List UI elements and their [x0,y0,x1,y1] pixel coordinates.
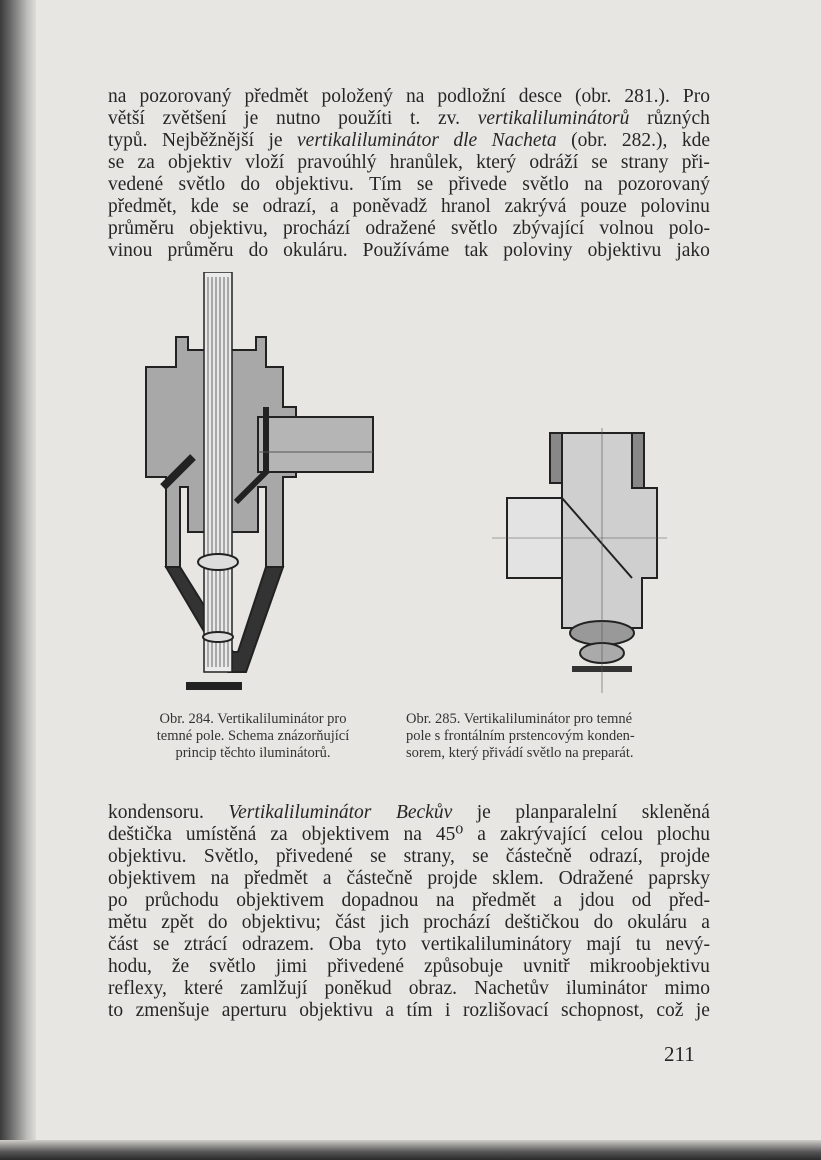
word: světlo [450,218,498,239]
text-line [108,912,710,934]
word: objektivem [301,824,390,845]
paragraph-bottom [108,802,710,1022]
word: přivede [448,174,507,195]
word: se [153,934,170,955]
word: za [137,152,155,173]
word: Nejběžnější [162,130,255,151]
word: podložní [437,86,506,107]
word: 45⁰ [435,824,464,845]
word: po [108,890,128,911]
word: desce [518,86,562,107]
word: planparalelní [515,802,618,823]
word: se [416,174,434,195]
page-bottom-edge [0,1140,821,1160]
word: mikroobjektivu [589,956,710,977]
text-line [108,174,710,196]
text-line [108,218,710,240]
word: t. [410,108,421,129]
word: Nachetův [474,978,549,999]
word: vedené [108,174,164,195]
text-line [108,934,710,956]
word: položený [321,86,393,107]
word: Oba [328,934,362,955]
figure-284-diagram [138,272,378,697]
word: způsobuje [424,956,504,977]
word: a [477,824,486,845]
word: to [108,1000,124,1021]
word: předmět [244,868,308,889]
caption-line: Obr. 284. Vertikaliluminátor pro [159,711,347,727]
figure-284-caption [118,711,388,762]
word: obraz. [408,978,457,999]
figure-285-diagram [492,428,667,698]
page-number: 211 [664,1042,695,1066]
italic-word: vertikaliluminátor [297,130,439,151]
caption-line: sorem, který přivádí světlo na preparát. [406,745,634,761]
text-line [108,108,710,130]
word: schopnost, [560,1000,644,1021]
word: je [268,130,283,151]
word: před- [668,890,710,911]
word: jako [676,240,710,261]
word: Odražené [558,868,634,889]
word: strany [620,152,669,173]
word: volnou [599,218,654,239]
text-line [108,846,710,868]
word: sklem. [492,868,544,889]
word: objektiv [168,152,232,173]
text-line [108,130,710,152]
word: odráží [529,152,579,173]
word: na [435,890,455,911]
word: zvětšení [162,108,227,129]
word: je [244,108,259,129]
word: na [584,174,603,195]
paragraph-top [108,86,710,262]
word: iluminátor [566,978,648,999]
caption-line: princip těchto iluminátorů. [175,745,331,761]
italic-word: vertikaliluminátorů [477,108,630,129]
word: objektivem [108,868,196,889]
word: objektivu. [108,846,187,867]
word: zakrývající [499,824,587,845]
text-line [108,1000,710,1022]
word: na [403,824,422,845]
word: okuláru. [283,240,348,261]
word: část [108,934,139,955]
word: se [472,846,489,867]
italic-word: Vertikaliluminátor [228,802,372,823]
word: hodu, [108,956,152,977]
word: pouze [580,196,627,217]
word: jich [379,912,409,933]
word: dopadnou [341,890,419,911]
word: který [476,152,517,173]
word: mětu [108,912,147,933]
word: deštičkou [504,912,580,933]
word: poněvadž [352,196,428,217]
text-line [108,152,710,174]
word: je [695,1000,710,1021]
word: pozorovaný [617,174,710,195]
word: a [330,196,339,217]
word: do [248,240,269,261]
word: kde [681,130,710,151]
italic-word: Beckův [395,802,453,823]
word: částečně [505,846,572,867]
word: poloviny [503,240,573,261]
word: polovinu [640,196,710,217]
word: do [593,912,614,933]
word: i [445,1000,451,1021]
word: předmět [471,890,536,911]
word: projde [427,868,478,889]
word: deštička [108,824,172,845]
word: což [656,1000,684,1021]
word: je [476,802,491,823]
word: průměru [167,240,234,261]
word: zpět [161,912,194,933]
word: které [184,978,223,999]
word: rozlišovací [462,1000,549,1021]
text-line [108,824,710,846]
word: ztrácí [184,934,228,955]
word: objektivu [299,1000,373,1021]
word: pozorovaný [139,86,232,107]
word: při- [681,152,710,173]
word: za [270,824,288,845]
word: zmenšuje [135,1000,210,1021]
word: část [335,912,366,933]
figure-285-caption [406,711,706,762]
word: světlo [209,956,256,977]
word: na [210,868,230,889]
text-line [108,802,710,824]
word: tak [464,240,489,261]
word: polo- [668,218,710,239]
word: zv. [438,108,461,129]
word: zakrývá [504,196,567,217]
word: průměru [108,218,175,239]
word: reflexy, [108,978,167,999]
word: Používáme [362,240,450,261]
word: že [171,956,190,977]
italic-word: dle [453,130,478,151]
word: odražené [365,218,436,239]
word: odrazí, [262,196,317,217]
word: objektivem [236,890,324,911]
word: pravoúhlý [297,152,377,173]
word: prochází [283,218,351,239]
word: použíti [338,108,393,129]
italic-word: Nacheta [491,130,557,151]
text-line [108,196,710,218]
word: poněkud [324,978,392,999]
caption-line: Obr. 285. Vertikaliluminátor pro temné [406,711,633,727]
word: a [322,868,332,889]
word: paprsky [648,868,710,889]
word: vertikaliluminátory [421,934,572,955]
word: objektivu. [275,174,354,195]
word: 281.). [624,86,670,107]
word: objektivu [587,240,662,261]
word: (obr. [571,130,608,151]
word: se [108,152,125,173]
word: zbývající [512,218,585,239]
word: prochází [423,912,491,933]
word: 282.), [621,130,668,151]
word: na [108,86,127,107]
word: kde [190,196,219,217]
word: větší [108,108,145,129]
text-line [108,240,710,262]
word: jdou [579,890,615,911]
word: nevý- [665,934,710,955]
caption-line: pole s frontálním prstencovým konden- [406,728,635,744]
word: tyto [375,934,407,955]
text-line [108,956,710,978]
word: průchodu [145,890,219,911]
word: typů. [108,130,148,151]
word: skleněná [641,802,710,823]
word: vloží [245,152,285,173]
word: do [240,174,260,195]
word: strany, [403,846,455,867]
word: odrazem. [242,934,315,955]
word: kondensoru. [108,802,204,823]
word: objektivu, [189,218,268,239]
word: jimi [275,956,308,977]
word: okuláru [627,912,687,933]
word: na [405,86,425,107]
word: hranol [441,196,491,217]
word: Světlo, [203,846,259,867]
word: se [232,196,249,217]
word: a [385,1000,395,1021]
word: od [631,890,652,911]
word: mají [586,934,621,955]
text-line [108,86,710,108]
word: přivedené [275,846,353,867]
word: a [553,890,563,911]
word: plochu [656,824,710,845]
word: objektivu; [241,912,321,933]
word: nutno [275,108,321,129]
word: předmět [244,86,309,107]
caption-line: temné pole. Schema znázorňující [156,728,350,744]
word: celou [600,824,643,845]
word: přivedené [327,956,405,977]
word: Pro [682,86,710,107]
word: tu [635,934,651,955]
word: zamlžují [240,978,308,999]
text-line [108,978,710,1000]
word: (obr. [575,86,612,107]
word: tím [406,1000,433,1021]
word: do [208,912,228,933]
word: se [370,846,387,867]
word: projde [660,846,710,867]
book-spine-shadow [0,0,36,1160]
word: se [591,152,608,173]
word: světlo [522,174,569,195]
word: vinou [108,240,153,261]
word: uvnitř [523,956,570,977]
text-line [108,868,710,890]
word: částečně [346,868,413,889]
word: umístěná [185,824,257,845]
word: aperturu [221,1000,287,1021]
word: hranůlek, [389,152,463,173]
word: odrazí, [589,846,643,867]
word: světlo [178,174,226,195]
word: mimo [664,978,710,999]
word: různých [647,108,710,129]
text-line [108,890,710,912]
word: předmět, [108,196,177,217]
word: a [701,912,710,933]
word: Tím [369,174,402,195]
